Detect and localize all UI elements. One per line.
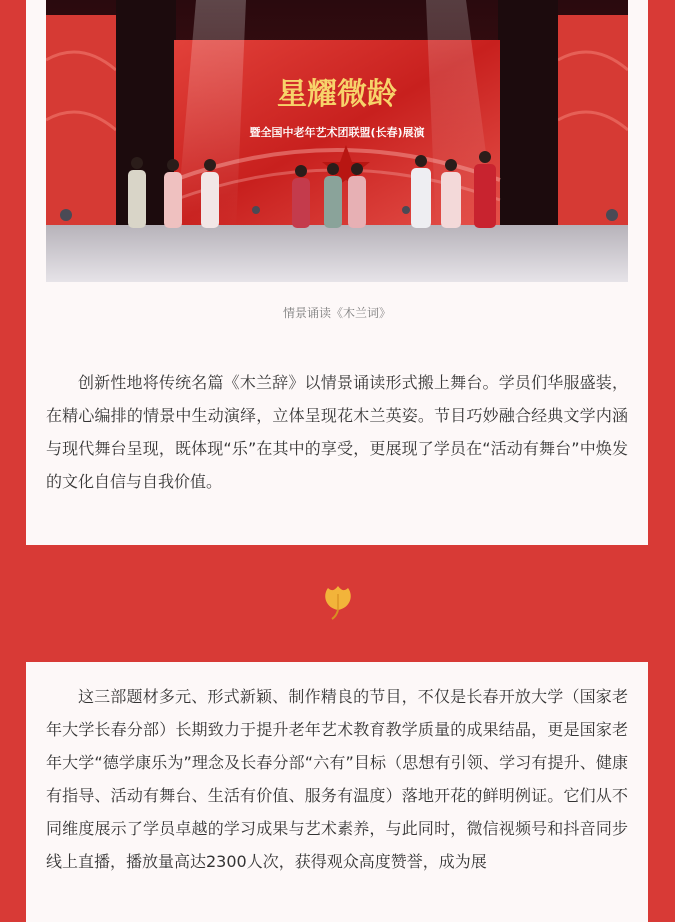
article-paragraph-1: 创新性地将传统名篇《木兰辞》以情景诵读形式搬上舞台。学员们华服盛装，在精心编排的情景中生动演绎，立体呈现花木兰英姿。节目巧妙融合经典文学内涵与现代舞台呈现，既体现“乐”在其中的享受，更展现了学员在“活动有舞台”中焕发的文化自信与自我价值。: [46, 373, 628, 491]
stage-photo: [46, 0, 628, 282]
screen-title: 星耀微龄: [277, 77, 397, 112]
ginkgo-leaf-icon: [318, 582, 358, 622]
screen-subtitle: 暨全国中老年艺术团联盟(长春)展演: [249, 126, 425, 139]
article-paragraph-2: 这三部题材多元、形式新颖、制作精良的节目，不仅是长春开放大学（国家老年大学长春分部）长期致力于提升老年艺术教育教学质量的成果结晶，更是国家老年大学“德学康乐为”理念及长春分部“六有”目标（思想有引领、学习有提升、健康有指导、活动有舞台、生活有价值、服务有温度）落地开花的鲜明例证。它们从不同维度展示了学员卓越的学习成果与艺术素养，与此同时，微信视频号和抖音同步线上直播，播放量高达2300人次，获得观众高度赞誉，成为展: [46, 687, 628, 871]
photo-caption: 情景诵读《木兰词》: [282, 306, 391, 320]
article-card-top: [26, 0, 648, 545]
article-card-bottom: [26, 662, 648, 922]
